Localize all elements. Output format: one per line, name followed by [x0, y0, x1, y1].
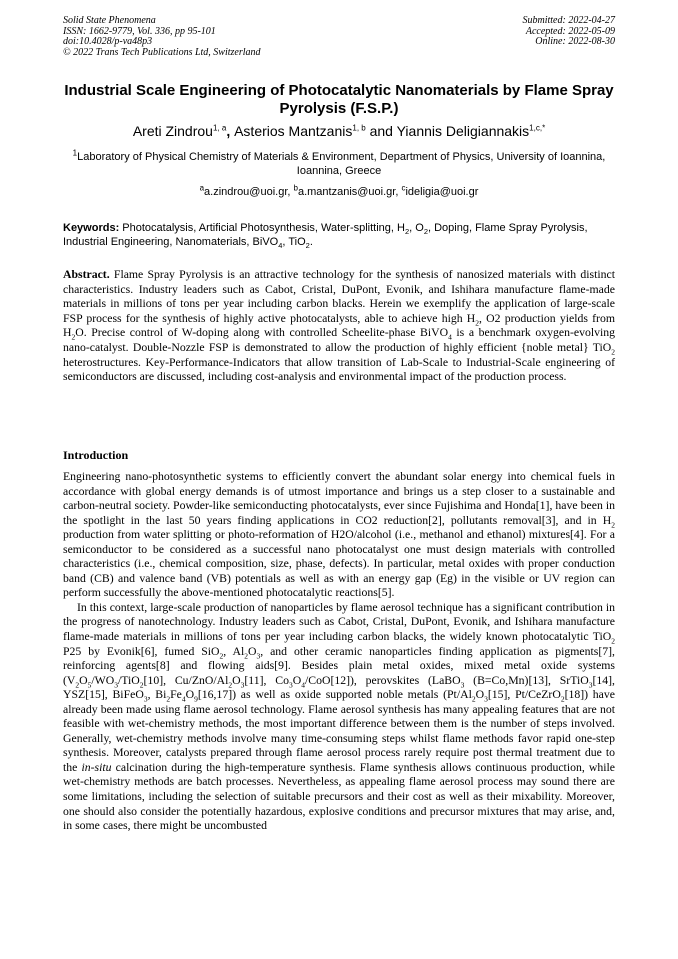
- keywords-text: , TiO: [282, 236, 306, 248]
- subscript: 2: [611, 636, 615, 646]
- subscript: 2: [139, 680, 144, 689]
- subscript: 4: [278, 241, 283, 251]
- email-link[interactable]: ideligia@uoi.gr: [405, 186, 479, 198]
- author-affil-mark: 1, b: [352, 123, 366, 133]
- paragraph-text: /WO: [91, 673, 115, 687]
- subscript: 9: [194, 694, 198, 704]
- paragraph-text: O: [185, 688, 195, 702]
- keywords: [63, 221, 615, 249]
- paragraph-text: [15], Pt/CeZrO: [487, 688, 561, 702]
- subscript: 2: [611, 347, 615, 357]
- abstract-text: is a benchmark oxygen-evolving nano-catalyst. Double-Nozzle FSP is demonstrated to allow the production of highly efficient {noble metal} TiO: [63, 326, 616, 354]
- paragraph-text: calcination during the high-temperature synthesis. Flame synthesis allows continuous production, while wet-chemistry methods are batch processes. Nevertheless, as appealing flame aerosol process may sound there are some limitations, including the selection of suitable precursors and their cost as well as their mixability. Moreover, one should also consider the potentially hazardous, explosive conditions and precursor mixtures that may arise, and, in some cases, there might be uncombusted: [63, 760, 615, 833]
- paper-title: Industrial Scale Engineering of Photocatalytic Nanomaterials by Flame Spray Pyrolysis (F.S.P.): [64, 82, 614, 117]
- keywords-label: Keywords:: [63, 222, 120, 234]
- author-name: Asterios Mantzanis: [234, 123, 353, 139]
- affiliation-mark: 1: [72, 148, 78, 158]
- paragraph-text: [16,17]) as well as oxide supported noble metals (Pt/Al: [197, 688, 472, 702]
- paragraph-text: P25 by Evonik[6], fumed SiO: [63, 644, 220, 658]
- author-name: Yiannis Deligiannakis: [396, 123, 530, 139]
- subscript: 2: [71, 332, 76, 342]
- abstract-text: , O2 production yields from H: [63, 311, 615, 340]
- online-date: Online: 2022-08-30: [535, 36, 615, 47]
- author-list: [60, 123, 618, 140]
- email-mark: c: [401, 183, 406, 193]
- subscript: 3: [256, 650, 261, 660]
- subscript: 2: [404, 227, 410, 237]
- paragraph-text: /CoO[12]), perovskites (LaBO: [304, 673, 461, 687]
- email-mark: a: [199, 183, 205, 193]
- subscript: 4: [181, 694, 186, 704]
- subscript: 2: [611, 519, 615, 529]
- paragraph-text: [10], Cu/ZnO/Al: [143, 673, 229, 687]
- subscript: 2: [75, 680, 80, 689]
- subscript: 2: [475, 318, 480, 328]
- accepted-date: Accepted: 2022-05-09: [525, 25, 615, 37]
- abstract-label: Abstract.: [63, 268, 110, 281]
- doi-line: doi:10.4028/p-va48p3: [63, 36, 153, 47]
- paragraph-text: [14], YSZ[15], BiFeO: [63, 673, 615, 702]
- issn-line: ISSN: 1662-9779, Vol. 336, pp 95-101: [63, 25, 216, 37]
- section-heading-introduction: Introduction: [63, 448, 129, 462]
- author-affil-mark: 1,c,*: [529, 123, 546, 133]
- subscript: 3: [143, 694, 148, 704]
- abstract: [63, 268, 615, 385]
- keywords-text: Photocatalysis, Artificial Photosynthesis, Water-splitting, H: [119, 222, 405, 234]
- subscript: 4: [448, 332, 452, 342]
- subscript: 3: [460, 680, 465, 689]
- paragraph: [63, 470, 615, 601]
- keywords-text: , O: [409, 222, 424, 234]
- paragraph-text: production from water splitting or photo-reformation of H2O/alcohol (i.e., methanol and ethanol) mixtures[4]. For a semiconductor to be considered as a successful nano photocatalyst one must design materials with controlled characteristics (i.e., chemical composition, size, phase, defects). In particular, metal oxides with proper conduction band (CB) and valence band (VB) potentials as well as with an energy gap (Eg) in the visible or UV region can perform successfully the above-mentioned photocatalytic reactions[5].: [63, 528, 615, 600]
- subscript: 2: [244, 650, 248, 660]
- copyright-line: © 2022 Trans Tech Publications Ltd, Switzerland: [63, 46, 261, 58]
- paragraph-text: O: [475, 688, 485, 702]
- email-link[interactable]: a.zindrou@uoi.gr,: [204, 186, 294, 198]
- affiliation-text: Laboratory of Physical Chemistry of Materials & Environment, Department of Physics, University of Ioannina, Ioannina, Greece: [77, 151, 606, 177]
- subscript: 3: [484, 694, 488, 704]
- author-name: Areti Zindrou: [132, 123, 213, 139]
- subscript: 3: [588, 680, 593, 689]
- paragraph-text: Fe: [170, 688, 182, 702]
- paragraph-text: [18]) have already been made using flame aerosol technology. Flame aerosol synthesis has many appealing features that are not feasible with wet-chemistry methods, the most important difference between them is the number of steps involved. Generally, wet-chemistry methods involve many time-consuming steps whilst flame methods favor rapid one-step synthesis. Moreover, catalysts prepared through flame aerosol process rarely require post thermal treatment due to the: [63, 688, 615, 774]
- italic-term: in-situ: [81, 760, 112, 774]
- abstract-text: O. Precise control of W-doping along with controlled Scheelite-phase BiVO: [75, 326, 449, 340]
- author-separator: ,: [226, 123, 235, 139]
- subscript: 2: [305, 241, 310, 251]
- keywords-text: , Doping, Flame Spray Pyrolysis, Industrial Engineering, Nanomaterials, BiVO: [63, 222, 588, 248]
- subscript: 3: [288, 680, 293, 689]
- author-emails: [63, 183, 615, 199]
- paragraph-text: , Al: [223, 644, 245, 658]
- paragraph: [63, 601, 615, 834]
- publication-dates: [523, 16, 616, 48]
- author-affil-mark: 1, a: [212, 123, 227, 133]
- subscript: 2: [423, 227, 428, 237]
- affiliation: [63, 148, 615, 178]
- subscript: 2: [560, 694, 565, 704]
- author-separator: and: [365, 123, 397, 139]
- paragraph-text: /TiO: [118, 673, 140, 687]
- journal-name: Solid State Phenomena: [63, 15, 156, 26]
- journal-info: [63, 16, 261, 58]
- paragraph-text: , and other ceramic nanoparticles finding application as pigments[7], reinforcing agents[8] and flowing aids[9]. Besides plain metal oxides, mixed metal oxide systems (V: [63, 644, 615, 687]
- keywords-text: .: [309, 236, 313, 248]
- paragraph-text: , Bi: [147, 688, 167, 702]
- introduction-body: [63, 470, 615, 834]
- subscript: 2: [228, 680, 233, 689]
- paragraph-text: (B=Co,Mn)[13], SrTiO: [464, 673, 589, 687]
- email-link[interactable]: a.mantzanis@uoi.gr,: [297, 186, 402, 198]
- subscript: 3: [240, 680, 245, 689]
- abstract-text: heterostructures. Key-Performance-Indicators that allow transition of Lab-Scale to Industrial-Scale engineering of semiconductors are discussed, including cost-analysis and environmental impact of the production process.: [63, 355, 615, 384]
- paragraph-text: In this context, large-scale production of nanoparticles by flame aerosol technique has a significant contribution in the progress of nanotechnology. Industry leaders such as Cabot, Cristal, DuPont, Evonik, and Ishihara manufacture flame-made materials in millions of tons per year including carbon blacks, the widely known photocatalytic TiO: [63, 600, 615, 644]
- paragraph-text: O: [79, 673, 88, 687]
- subscript: 2: [471, 694, 476, 704]
- paragraph-text: [11], Co: [244, 673, 289, 687]
- paragraph-text: O: [248, 644, 257, 658]
- subscript: 5: [87, 680, 92, 689]
- paragraph-text: O: [232, 673, 241, 687]
- submitted-date: Submitted: 2022-04-27: [522, 15, 615, 26]
- subscript: 2: [219, 650, 224, 660]
- paragraph-text: O: [292, 673, 302, 687]
- subscript: 2: [166, 694, 171, 704]
- abstract-text: Flame Spray Pyrolysis is an attractive technology for the synthesis of nanosized materials with distinct characteristics. Industry leaders such as Cabot, Cristal, DuPont, Evonik, and Ishihara manufacture flame-made materials in millions of tons per year including carbon blacks. Herein we exemplify the application of large-scale FSP process for the synthesis of highly active photocatalysts, able to achieve high H: [63, 268, 615, 325]
- email-mark: b: [293, 183, 298, 193]
- subscript: 4: [301, 680, 305, 689]
- paragraph-text: Engineering nano-photosynthetic systems to efficiently convert the abundant solar energy into chemical fuels in accordance with global energy demands is of utmost importance and brings us a step closer to a sustainable and carbon-neutral society. Powder-like semiconducting photocatalysts, ever since Fujishima and Honda[1], have been in the spotlight in the last 50 years finding applications in CO2 reduction[2], pollutants removal[3], and in H: [63, 470, 615, 527]
- subscript: 3: [114, 680, 118, 689]
